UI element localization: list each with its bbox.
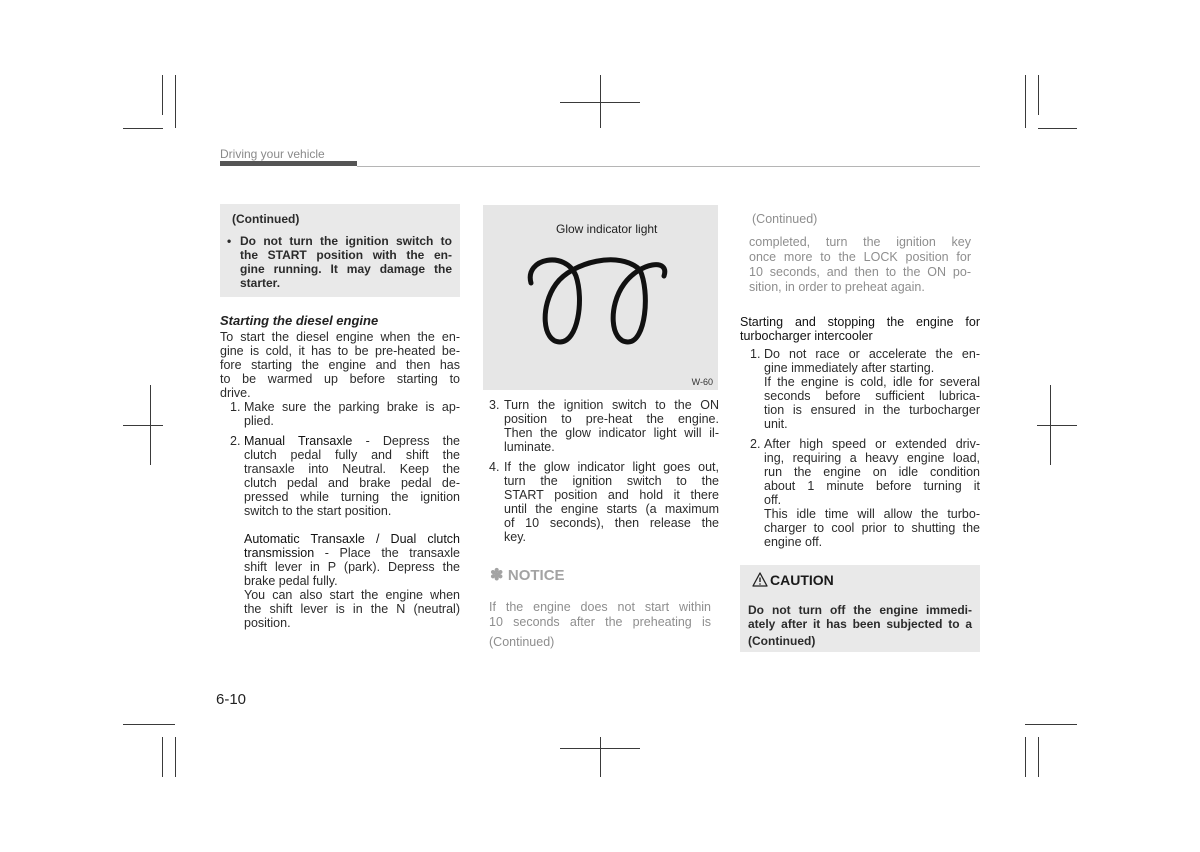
text-line: drive. (220, 386, 251, 400)
section-title: Driving your vehicle (220, 147, 325, 161)
manual-transaxle-block (244, 434, 460, 518)
turbo-step-2 (740, 437, 980, 549)
text-line: starter. (240, 276, 281, 290)
text-line: If the glow indicator light goes out, (504, 460, 719, 474)
text-line: shift lever in P (park). Depress the (244, 560, 460, 574)
text-line: Starting and stopping the engine for (740, 315, 980, 329)
notice-title: NOTICE (507, 567, 565, 584)
text-line: START position and hold it there (504, 488, 719, 502)
text-line: Make sure the parking brake is ap- (244, 400, 460, 414)
text-line: fore starting the engine and then has (220, 358, 460, 372)
text-line: transaxle into Neutral. Keep the (244, 462, 460, 476)
text-line: key. (504, 530, 526, 544)
text-line: clutch pedal fully and shift the (244, 448, 460, 462)
text-line: gine running. It may damage the (240, 262, 452, 276)
text-line: of 10 seconds), then release the (504, 516, 719, 530)
glow-indicator-coil-icon (483, 205, 718, 390)
text-line: unit. (764, 417, 788, 431)
warning-text (240, 234, 452, 290)
continued-label: (Continued) (489, 635, 555, 649)
text-line: clutch pedal and brake pedal de- (244, 476, 460, 490)
continued-label: (Continued) (232, 212, 300, 226)
text-line: turn the ignition switch to the (504, 474, 719, 488)
warning-triangle-icon (752, 572, 768, 587)
caution-box (740, 565, 980, 652)
text-line (244, 434, 460, 448)
text-line (244, 532, 460, 546)
step-text (504, 460, 719, 544)
text-line: charger to cool prior to shutting the (764, 521, 980, 535)
continued-label: (Continued) (752, 212, 818, 226)
figure-code: W-60 (691, 377, 713, 387)
crop-mark (175, 737, 176, 777)
section-heading: Starting the diesel engine (220, 313, 379, 328)
text-line: Do not turn the ignition switch to (240, 234, 452, 248)
manual-transaxle-text (244, 448, 460, 518)
text-line: to be warmed up before starting to (220, 372, 460, 386)
text-line: plied. (244, 414, 274, 428)
text-line: turbocharger intercooler (740, 329, 873, 343)
text-line: Do not race or accelerate the en- (764, 347, 980, 361)
crop-mark (560, 748, 640, 749)
crop-mark (123, 128, 163, 129)
text-line: completed, turn the ignition key (749, 235, 971, 249)
step-text (244, 400, 460, 428)
text-line: the START position with the en- (240, 248, 452, 262)
text-line: position. (244, 616, 291, 630)
continued-label: (Continued) (748, 634, 816, 648)
text-line: gine is cold, it has to be pre-heated be- (220, 344, 460, 358)
text-line: 10 seconds, and then to the ON po- (749, 265, 971, 279)
crop-mark (1038, 128, 1077, 129)
warning-box (220, 204, 460, 297)
automatic-transaxle-text (244, 560, 460, 630)
text-line: tion is ensured in the turbocharger (764, 403, 980, 417)
notice-continued-text (749, 235, 971, 295)
text-line: sition, in order to preheat again. (749, 280, 925, 294)
text-line: gine immediately after starting. (764, 361, 935, 375)
intro-paragraph (220, 330, 460, 400)
step-3 (483, 398, 719, 454)
text-line: You can also start the engine when (244, 588, 460, 602)
page-number: 6-10 (216, 691, 247, 708)
step-2 (220, 434, 460, 630)
step-number: 3. (489, 398, 500, 412)
caution-text (748, 603, 972, 631)
text-line: once more to the LOCK position for (749, 250, 971, 264)
crop-mark (162, 75, 163, 115)
text-line: position to pre-heat the engine. (504, 412, 719, 426)
crop-mark (600, 737, 601, 777)
text-line: This idle time will allow the turbo- (764, 507, 980, 521)
crop-mark (1025, 737, 1026, 777)
turbo-step-1 (740, 347, 980, 431)
notice-heading (490, 566, 565, 586)
text-line: the shift lever is in the N (neutral) (244, 602, 460, 616)
glow-indicator-figure (483, 205, 718, 390)
text-line: pressed while turning the ignition (244, 490, 460, 504)
step-text (764, 347, 980, 431)
step-number: 1. (750, 347, 761, 361)
text-line: about 1 minute before turning it (764, 479, 980, 493)
crop-mark (1037, 425, 1077, 426)
step-number: 2. (750, 437, 761, 451)
automatic-transaxle-term: transmission (244, 546, 315, 560)
text-line: ing, requiring a heavy engine load, (764, 451, 980, 465)
step-text (504, 398, 719, 454)
crop-mark (123, 724, 175, 725)
text-line: If the engine does not start within (489, 600, 711, 614)
crop-mark (1038, 75, 1039, 115)
notice-symbol-icon: ✽ (490, 567, 504, 584)
text-line: engine off. (764, 535, 823, 549)
manual-transaxle-term: Manual Transaxle (244, 434, 353, 448)
text-line: To start the diesel engine when the en- (220, 330, 460, 344)
text-line: luminate. (504, 440, 555, 454)
figure-caption: Glow indicator light (556, 222, 658, 236)
crop-mark (175, 75, 176, 128)
text-line (244, 546, 460, 560)
turbocharger-heading (740, 315, 980, 343)
text-line: seconds before sufficient lubrica- (764, 389, 980, 403)
step-number: 1. (230, 400, 241, 414)
step-text (764, 437, 980, 549)
text-line: Do not turn off the engine immedi- (748, 603, 972, 617)
text-line: switch to the start position. (244, 504, 392, 518)
text-line: ately after it has been subjected to a (748, 617, 972, 631)
step-number: 2. (230, 434, 241, 448)
text-line: off. (764, 493, 782, 507)
automatic-transaxle-block (244, 532, 460, 630)
caution-title: CAUTION (770, 572, 834, 588)
text-line: Turn the ignition switch to the ON (504, 398, 719, 412)
text-line: brake pedal fully. (244, 574, 338, 588)
crop-mark (1038, 737, 1039, 777)
step-4 (483, 460, 719, 544)
crop-mark (1025, 75, 1026, 128)
automatic-transaxle-term: Automatic Transaxle / Dual clutch (244, 532, 460, 546)
text-fragment: - Depress the (365, 434, 460, 448)
bullet-marker: • (227, 234, 232, 248)
step-1 (220, 400, 460, 428)
text-line: 10 seconds after the preheating is (489, 615, 711, 629)
header-rule (357, 166, 980, 167)
crop-mark (1025, 724, 1077, 725)
text-line: After high speed or extended driv- (764, 437, 980, 451)
crop-mark (123, 425, 163, 426)
step-number: 4. (489, 460, 500, 474)
text-line: until the engine starts (a maximum (504, 502, 719, 516)
text-fragment: - Place the transaxle (324, 546, 460, 560)
text-line: run the engine on idle condition (764, 465, 980, 479)
notice-text (489, 600, 711, 630)
text-line: If the engine is cold, idle for several (764, 375, 980, 389)
crop-mark (560, 102, 640, 103)
text-line: Then the glow indicator light will il- (504, 426, 719, 440)
header-bar (220, 161, 357, 166)
crop-mark (162, 737, 163, 777)
